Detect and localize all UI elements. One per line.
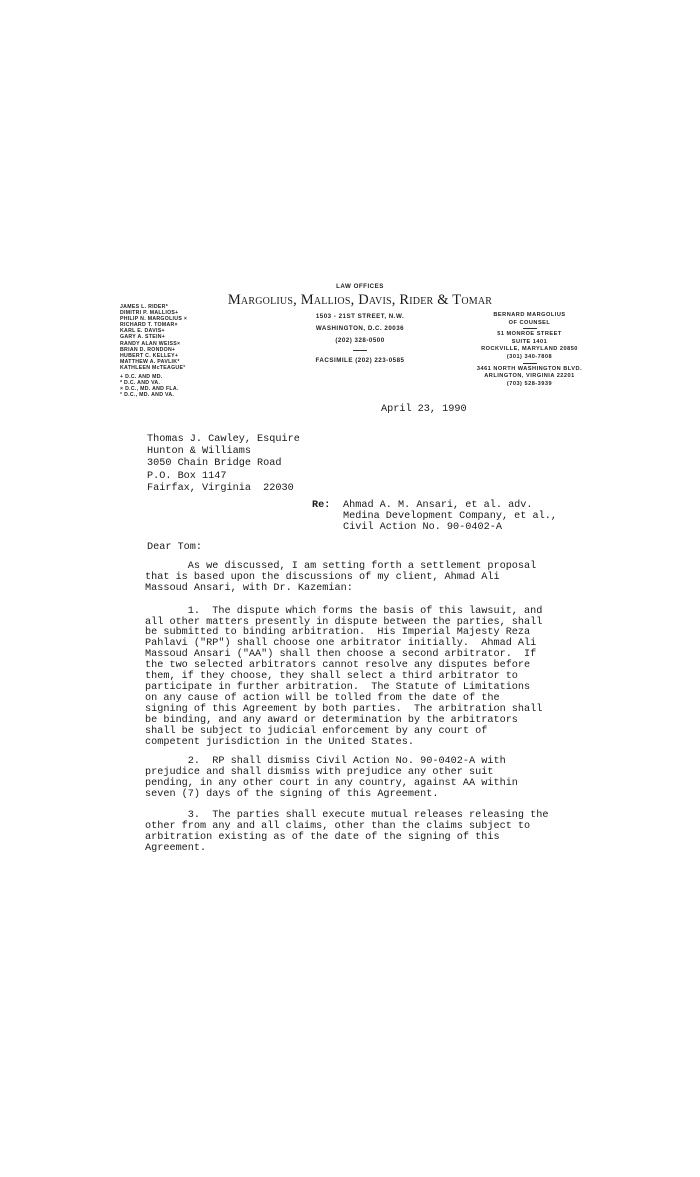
letter-date: April 23, 1990 xyxy=(381,404,467,415)
bar-note: ° D.C., MD. AND VA. xyxy=(120,392,175,399)
paragraph-3 xyxy=(145,811,575,855)
recipient-line: Thomas J. Cawley, Esquire xyxy=(147,434,300,445)
paragraph-line: all other matters presently in dispute between the parties, shall xyxy=(145,616,543,628)
paragraph-line: shall be subject to judicial enforcement by any court of xyxy=(145,725,488,737)
partner: MATTHEW A. PAVLIK* xyxy=(120,358,180,365)
paragraph-line: be submitted to binding arbitration. His Imperial Majesty Reza xyxy=(145,627,531,639)
paragraph-line: other from any and all claims, other than the claims subject to xyxy=(145,820,531,832)
paragraph-1 xyxy=(145,607,575,749)
paragraph-line: on any cause of action will be tolled from the date of the xyxy=(145,692,500,704)
paragraph-line: seven (7) days of the signing of this Agreement. xyxy=(145,789,439,801)
recipient-address xyxy=(147,434,300,495)
firm-name: Margolius, Mallios, Davis, Rider & Tomar xyxy=(227,292,493,308)
office-line: (301) 340-7808 xyxy=(506,353,553,360)
recipient-line: Fairfax, Virginia 22030 xyxy=(147,482,294,494)
paragraph-line: prejudice and shall dismiss with prejudice any other suit xyxy=(145,767,494,779)
office-line: ROCKVILLE, MARYLAND 20850 xyxy=(481,346,578,353)
firm-address xyxy=(290,311,430,367)
divider xyxy=(353,350,367,351)
address-street: 1503 - 21ST STREET, N.W. xyxy=(315,313,405,320)
paragraph-line: 1. The dispute which forms the basis of this lawsuit, and xyxy=(145,605,543,617)
re-line: Medina Development Company, et al., xyxy=(343,510,557,522)
paragraph-line: pending, in any other court in any country, against AA within xyxy=(145,778,518,790)
office-line: SUITE 1401 xyxy=(511,338,548,345)
partner: KATHLEEN McTEAGUE° xyxy=(120,364,186,371)
of-counsel-block xyxy=(472,312,587,388)
salutation: Dear Tom: xyxy=(147,542,203,553)
bar-note: * D.C. AND VA. xyxy=(120,380,161,387)
re-label: Re: xyxy=(312,500,331,511)
partner-list xyxy=(120,304,270,398)
paragraph-line: the two selected arbitrators cannot resolve any disputes before xyxy=(145,660,531,672)
address-city: WASHINGTON, D.C. 20036 xyxy=(315,325,405,332)
re-subject xyxy=(343,501,557,534)
facsimile: FACSIMILE (202) 223-0585 xyxy=(315,357,405,364)
bar-note: + D.C. AND MD. xyxy=(120,374,163,381)
paragraph-line: signing of this Agreement by both parties. The arbitration shall xyxy=(145,703,543,715)
paragraph-line: 2. RP shall dismiss Civil Action No. 90-0402-A with xyxy=(145,756,506,768)
of-counsel-title: OF COUNSEL xyxy=(508,319,551,326)
paragraph-line: Massoud Ansari ("AA") shall then choose a second arbitrator. If xyxy=(145,649,537,661)
office-line: 3461 NORTH WASHINGTON BLVD. xyxy=(476,365,583,372)
paragraph-line: be binding, and any award or determination by the arbitrators xyxy=(145,714,518,726)
paragraph-line: that is based upon the discussions of my client, Ahmad Ali xyxy=(145,571,500,583)
paragraph-line: As we discussed, I am setting forth a settlement proposal xyxy=(145,560,537,572)
partner: RICHARD T. TOMAR× xyxy=(120,322,178,329)
office-line: ARLINGTON, VIRGINIA 22201 xyxy=(484,373,575,380)
paragraph-line: 3. The parties shall execute mutual releases releasing the xyxy=(145,810,549,822)
letter-body xyxy=(145,543,575,855)
office-line: (703) 528-3939 xyxy=(506,380,553,387)
paragraph-line: participate in further arbitration. The Statute of Limitations xyxy=(145,681,531,693)
paragraph-intro xyxy=(145,562,575,595)
paragraph-2 xyxy=(145,757,575,801)
partner: JAMES L. RIDER* xyxy=(120,304,169,310)
recipient-line: P.O. Box 1147 xyxy=(147,470,227,482)
partner: GARY A. STEIN+ xyxy=(120,334,166,341)
paragraph-line: Massoud Ansari, with Dr. Kazemian: xyxy=(145,582,353,594)
partner: HUBERT C. KELLEY+ xyxy=(120,352,179,359)
paragraph-line: Pahlavi ("RP") shall choose one arbitrator initially. Ahmad Ali xyxy=(145,638,537,650)
bar-note: × D.C., MD. AND FLA. xyxy=(120,386,179,393)
divider xyxy=(523,363,537,364)
paragraph-line: Agreement. xyxy=(145,842,207,854)
recipient-line: 3050 Chain Bridge Road xyxy=(147,458,282,470)
address-phone: (202) 328-0500 xyxy=(335,337,385,344)
law-offices-label: LAW OFFICES xyxy=(336,283,384,290)
recipient-line: Hunton & Williams xyxy=(147,446,251,458)
paragraph-line: competent jurisdiction in the United States. xyxy=(145,736,414,748)
divider xyxy=(523,328,537,329)
office-line: 51 MONROE STREET xyxy=(497,331,562,338)
partner: BRIAN D. RONDON+ xyxy=(120,346,176,353)
paragraph-line: them, if they choose, they shall select a third arbitrator to xyxy=(145,671,518,683)
partner: PHILIP N. MARGOLIUS × xyxy=(120,316,188,323)
partner: RANDY ALAN WEISS× xyxy=(120,340,181,347)
partner: DIMITRI P. MALLIOS+ xyxy=(120,310,179,317)
re-line: Ahmad A. M. Ansari, et al. adv. xyxy=(343,500,533,511)
re-line: Civil Action No. 90-0402-A xyxy=(343,521,502,533)
of-counsel-name: BERNARD MARGOLIUS xyxy=(493,312,566,318)
paragraph-line: arbitration existing as of the date of the signing of this xyxy=(145,831,500,843)
partner: KARL E. DAVIS+ xyxy=(120,328,165,335)
